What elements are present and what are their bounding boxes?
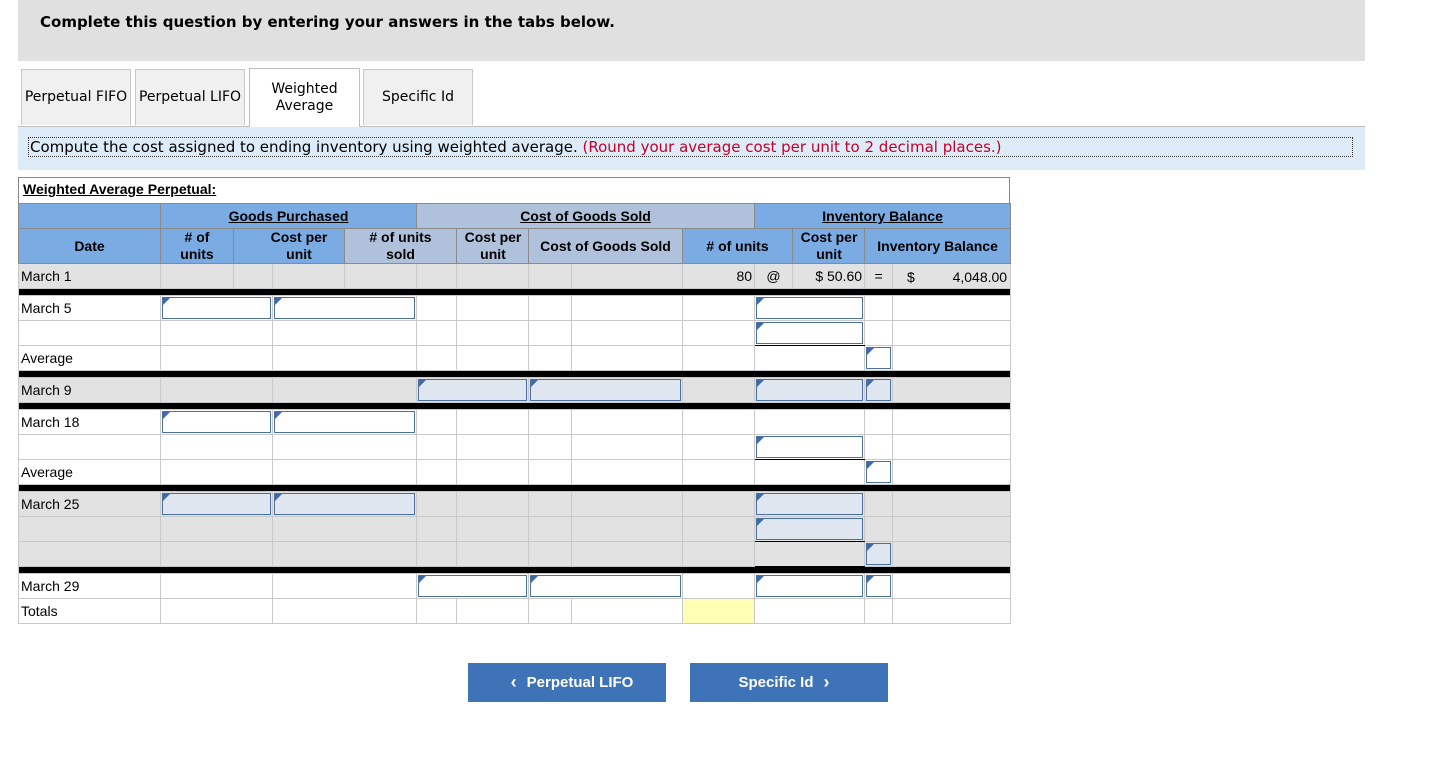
row-date: March 29 (19, 574, 161, 599)
next-tab-button[interactable] (690, 663, 888, 702)
gp-cost-input-cell (273, 296, 417, 321)
cell (529, 492, 572, 517)
instruction-note: (Round your average cost per unit to 2 decimal places.) (582, 138, 1002, 156)
cell (19, 321, 161, 346)
cell (572, 460, 683, 485)
col-cogs-units (345, 229, 457, 264)
table-row (19, 378, 1011, 403)
cell (273, 435, 417, 460)
cell (273, 378, 417, 403)
cell (865, 435, 893, 460)
gp-units-input[interactable] (162, 493, 271, 515)
cell (417, 410, 457, 435)
cell (572, 542, 683, 567)
col-ib-total: Inventory Balance (865, 229, 1011, 264)
row-date: Average (19, 346, 161, 371)
gp-cost-input[interactable] (274, 411, 415, 433)
cell (19, 435, 161, 460)
table-row (19, 542, 1011, 567)
cell (755, 599, 865, 624)
cell (529, 410, 572, 435)
cell (273, 542, 417, 567)
banner-text: Complete this question by entering your answers in the tabs below. (40, 13, 615, 31)
cell (683, 410, 755, 435)
cell (572, 321, 683, 346)
cell (893, 378, 1011, 403)
cell (683, 574, 755, 599)
cogs-cost-input-cell (529, 574, 683, 599)
dollar-sign: $ (907, 269, 915, 285)
prev-tab-button[interactable] (468, 663, 666, 702)
cell (893, 346, 1011, 371)
ib-units-input[interactable] (756, 436, 863, 458)
cell (529, 321, 572, 346)
cell (273, 574, 417, 599)
cell (529, 599, 572, 624)
separator (19, 371, 1011, 378)
ib-units-input[interactable] (756, 493, 863, 515)
ib-cost-input-cell (865, 574, 893, 599)
gp-units-input[interactable] (162, 411, 271, 433)
cell (529, 346, 572, 371)
header-blank (19, 204, 161, 229)
table-row (19, 492, 1011, 517)
col-cogs-total: Cost of Goods Sold (529, 229, 683, 264)
table-row (19, 517, 1011, 542)
cell (417, 492, 457, 517)
col-date: Date (19, 229, 161, 264)
col-ib-cost (793, 229, 865, 264)
gp-units-input-cell (161, 296, 273, 321)
ib-cost-input[interactable] (866, 379, 891, 401)
separator (19, 403, 1011, 410)
cell (683, 435, 755, 460)
cell (161, 435, 273, 460)
cell (683, 378, 755, 403)
cell (865, 410, 893, 435)
cell (572, 296, 683, 321)
tab-weighted-average[interactable]: Weighted Average (249, 68, 360, 127)
cell (572, 599, 683, 624)
table-row (19, 264, 1011, 289)
cell (572, 435, 683, 460)
cell (865, 517, 893, 542)
cell (572, 517, 683, 542)
cell (417, 435, 457, 460)
cell (457, 410, 529, 435)
cell (893, 296, 1011, 321)
ib-units-input[interactable] (756, 297, 863, 319)
column-header-row (19, 229, 1011, 264)
cell (683, 492, 755, 517)
ib-units-input-cell (755, 492, 865, 517)
header-goods-purchased: Goods Purchased (161, 204, 417, 229)
cell (572, 264, 683, 289)
cell (683, 296, 755, 321)
table-row (19, 460, 1011, 485)
cell (572, 410, 683, 435)
table-row (19, 321, 1011, 346)
tab-perpetual-fifo[interactable]: Perpetual FIFO (21, 69, 131, 125)
row-date: Totals (19, 599, 161, 624)
separator (19, 485, 1011, 492)
cell (273, 346, 417, 371)
cell (893, 599, 1011, 624)
separator (19, 567, 1011, 574)
ib-units-input-cell (755, 321, 865, 346)
ib-cost-input[interactable] (866, 543, 891, 565)
cell (893, 321, 1011, 346)
cell (161, 599, 273, 624)
cell (273, 599, 417, 624)
cell (572, 492, 683, 517)
cell (755, 410, 865, 435)
equals-sign: = (865, 264, 893, 289)
cell (893, 435, 1011, 460)
cell (683, 460, 755, 485)
cogs-cost-input[interactable] (530, 379, 681, 401)
cell (457, 460, 529, 485)
ib-cost-input[interactable] (866, 347, 891, 369)
table-row (19, 296, 1011, 321)
cell (893, 410, 1011, 435)
cogs-units-input-cell (417, 378, 529, 403)
col-cogs-units-label: # of units sold (369, 229, 432, 262)
cell (417, 542, 457, 567)
group-header-row (19, 204, 1011, 229)
cell (417, 517, 457, 542)
cell (417, 321, 457, 346)
cell (417, 599, 457, 624)
table-row (19, 346, 1011, 371)
cogs-units-input[interactable] (418, 575, 527, 597)
cell (865, 599, 893, 624)
cogs-cost-input[interactable] (530, 575, 681, 597)
gp-units-input-cell (161, 492, 273, 517)
cell (529, 460, 572, 485)
cell (572, 346, 683, 371)
cell (19, 542, 161, 567)
cell (529, 435, 572, 460)
cell (161, 264, 234, 289)
tab-perpetual-lifo[interactable]: Perpetual LIFO (135, 69, 245, 125)
header-cogs: Cost of Goods Sold (417, 204, 755, 229)
cell (234, 264, 273, 289)
gp-cost-input[interactable] (274, 297, 415, 319)
cell (457, 492, 529, 517)
ib-units-value: 80 (683, 264, 755, 289)
chevron-left-icon: ‹ (510, 672, 517, 692)
cell (683, 542, 755, 567)
cell (683, 321, 755, 346)
cogs-units-input-cell (417, 574, 529, 599)
col-gp-cost-label: Cost per unit (270, 229, 328, 262)
balance-amount: 4,048.00 (952, 269, 1008, 285)
cell (417, 264, 457, 289)
cell (893, 542, 1011, 567)
ib-cost-input-cell (865, 542, 893, 567)
cell (893, 574, 1011, 599)
ib-units-input-cell (755, 296, 865, 321)
cell (417, 296, 457, 321)
cogs-units-input[interactable] (418, 379, 527, 401)
next-tab-label: Specific Id (738, 674, 814, 691)
gp-cost-input-cell (273, 492, 417, 517)
cell (345, 264, 417, 289)
col-gp-units-label: # of units (180, 229, 214, 262)
cell (755, 460, 865, 485)
ib-units-input[interactable] (756, 379, 863, 401)
row-date: March 18 (19, 410, 161, 435)
cell (273, 517, 417, 542)
col-ib-cost-label: Cost per unit (800, 229, 858, 262)
cell (417, 346, 457, 371)
ib-cost-input-cell (865, 460, 893, 485)
cell (457, 542, 529, 567)
header-inventory-balance: Inventory Balance (755, 204, 1011, 229)
cell (457, 296, 529, 321)
cogs-cost-input-cell (529, 378, 683, 403)
gp-units-input-cell (161, 410, 273, 435)
table-row (19, 410, 1011, 435)
ib-units-input[interactable] (756, 575, 863, 597)
cell (529, 264, 572, 289)
col-gp-units (161, 229, 234, 264)
cell (457, 435, 529, 460)
cell (683, 346, 755, 371)
cell (893, 492, 1011, 517)
row-date: March 5 (19, 296, 161, 321)
cell (865, 492, 893, 517)
cell (529, 517, 572, 542)
col-ib-units: # of units (683, 229, 793, 264)
instruction-banner (18, 0, 1365, 61)
cell (683, 517, 755, 542)
instruction-bar (18, 127, 1365, 170)
cell (865, 321, 893, 346)
total-cogs-result (683, 599, 755, 624)
cell (755, 346, 865, 371)
ib-units-input-cell (755, 378, 865, 403)
cell (273, 460, 417, 485)
cell (273, 321, 417, 346)
ib-units-input-cell (755, 517, 865, 542)
table-title-row (18, 177, 1010, 204)
at-sign: @ (755, 264, 793, 289)
ib-units-input[interactable] (756, 518, 863, 540)
chevron-right-icon: › (823, 672, 830, 692)
gp-units-input[interactable] (162, 297, 271, 319)
row-date: March 9 (19, 378, 161, 403)
cell (161, 346, 273, 371)
instruction-main: Compute the cost assigned to ending inventory using weighted average. (30, 138, 578, 156)
cell (161, 542, 273, 567)
cell (417, 460, 457, 485)
cell (273, 264, 345, 289)
row-date: March 1 (19, 264, 161, 289)
ib-units-input[interactable] (756, 322, 863, 344)
ib-cost-input[interactable] (866, 461, 891, 483)
cell (161, 321, 273, 346)
prev-tab-label: Perpetual LIFO (526, 674, 634, 691)
cell (893, 517, 1011, 542)
ib-units-input-cell (755, 435, 865, 460)
ib-cost-input-cell (865, 378, 893, 403)
cell (457, 346, 529, 371)
separator (19, 289, 1011, 296)
cell (529, 542, 572, 567)
col-cogs-cost (457, 229, 529, 264)
cell (457, 321, 529, 346)
table-row (19, 435, 1011, 460)
cell (161, 460, 273, 485)
ib-units-input-cell (755, 574, 865, 599)
ib-cost-input-cell (865, 346, 893, 371)
gp-cost-input[interactable] (274, 493, 415, 515)
row-date: March 25 (19, 492, 161, 517)
table-row (19, 574, 1011, 599)
weighted-average-table (18, 203, 1011, 624)
ib-cost-value: $ 50.60 (793, 264, 865, 289)
gp-cost-input-cell (273, 410, 417, 435)
col-gp-cost (234, 229, 345, 264)
cell (19, 517, 161, 542)
tab-specific-id[interactable]: Specific Id (363, 69, 473, 125)
cell (529, 296, 572, 321)
row-date: Average (19, 460, 161, 485)
cell (865, 296, 893, 321)
ib-balance-value (893, 264, 1011, 289)
cell (457, 599, 529, 624)
instruction-text (28, 137, 1353, 157)
table-title: Weighted Average Perpetual: (23, 181, 217, 197)
cell (161, 517, 273, 542)
cell (457, 517, 529, 542)
cell (755, 542, 865, 567)
col-cogs-cost-label: Cost per unit (464, 229, 522, 262)
ib-cost-input[interactable] (866, 575, 891, 597)
totals-row (19, 599, 1011, 624)
cell (457, 264, 529, 289)
cell (161, 574, 273, 599)
cell (893, 460, 1011, 485)
cell (161, 378, 273, 403)
